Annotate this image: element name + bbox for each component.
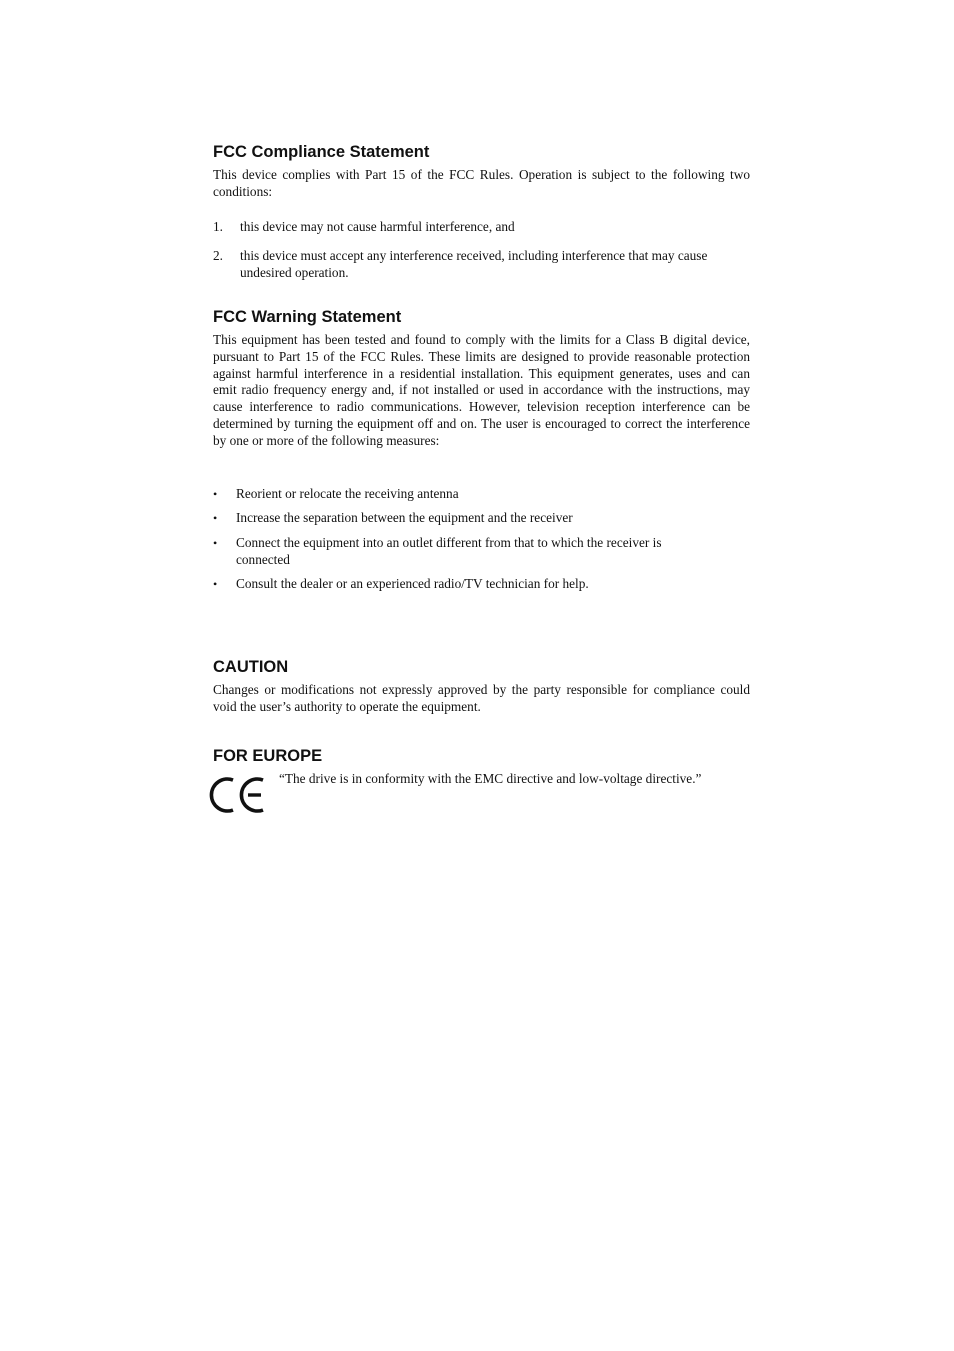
fcc-warning-heading: FCC Warning Statement xyxy=(213,308,402,326)
fcc-compliance-heading: FCC Compliance Statement xyxy=(213,143,430,161)
europe-heading: FOR EUROPE xyxy=(213,747,323,765)
measure-text: Connect the equipment into an outlet different from that to which the receiver is connected xyxy=(236,535,662,567)
ce-mark-icon xyxy=(209,774,267,816)
fcc-warning-body: This equipment has been tested and found to comply with the limits for a Class B digital device, pursuant to Part 15 of the FCC Rules. These limits are designed to provide reasonable protection against harmful interference in a residential installation. This equipment generates, uses and can emit radio frequency energy and, if not installed or used in accordance with the instructions, may cause interference to radio communications. However, television reception interference can be determined by turning the equipment off and on. The user is encouraged to correct the interference by one or more of the following measures: xyxy=(213,332,750,448)
bullet-icon: • xyxy=(213,536,218,550)
caution-heading: CAUTION xyxy=(213,658,289,676)
europe-statement: “The drive is in conformity with the EMC directive and low-voltage directive.” xyxy=(279,771,702,786)
measure-text: Increase the separation between the equipment and the receiver xyxy=(236,510,573,525)
condition-number: 2. xyxy=(213,248,223,263)
condition-text: this device must accept any interference received, including interference that may cause undesired operation. xyxy=(240,248,708,280)
condition-number: 1. xyxy=(213,219,223,234)
measure-text: Reorient or relocate the receiving antenna xyxy=(236,486,459,501)
measure-text: Consult the dealer or an experienced radio/TV technician for help. xyxy=(236,576,589,591)
fcc-compliance-intro: This device complies with Part 15 of the FCC Rules. Operation is subject to the following two conditions: xyxy=(213,167,750,199)
bullet-icon: • xyxy=(213,487,218,501)
bullet-icon: • xyxy=(213,511,218,525)
bullet-icon: • xyxy=(213,577,218,591)
caution-body: Changes or modifications not expressly approved by the party responsible for compliance could void the user’s authority to operate the equipment. xyxy=(213,682,750,714)
condition-text: this device may not cause harmful interference, and xyxy=(240,219,515,234)
